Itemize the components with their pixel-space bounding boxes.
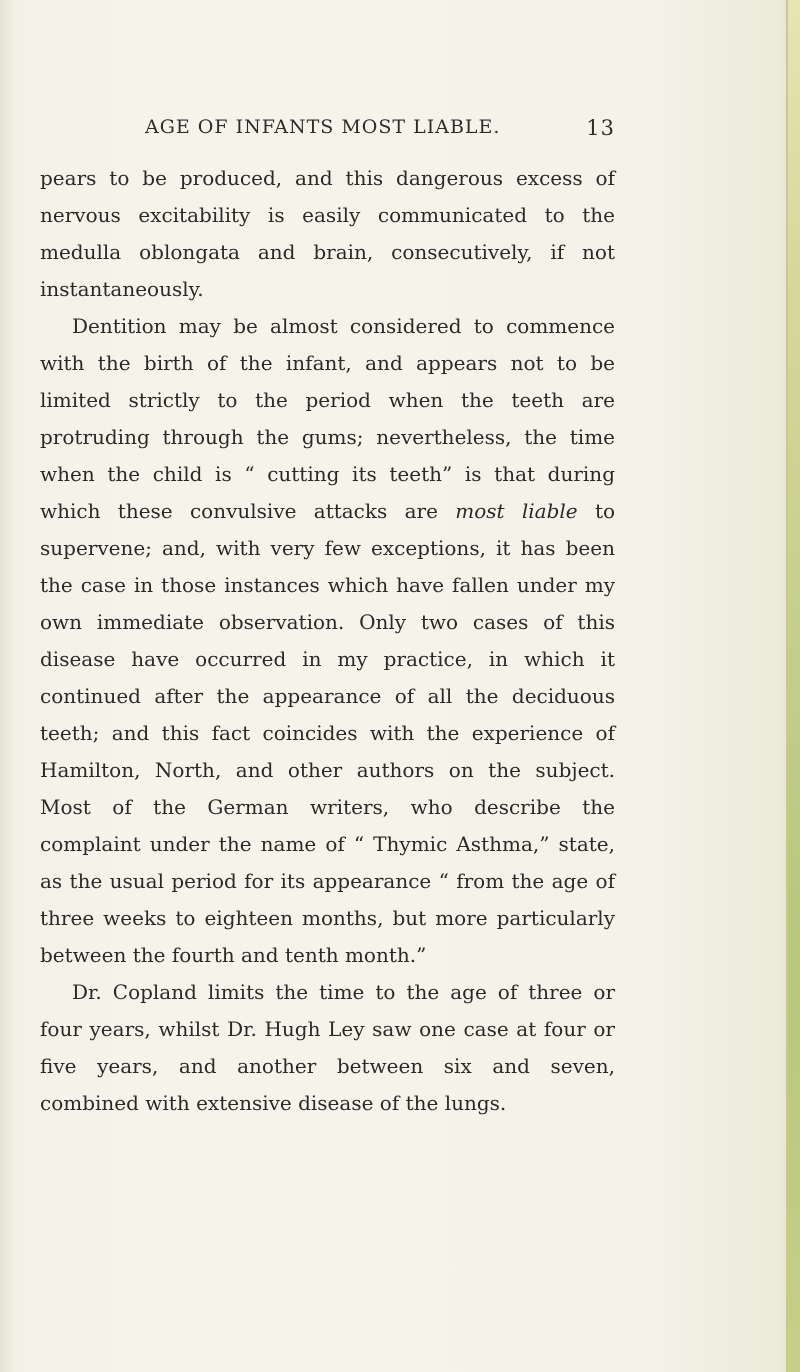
- emphasis-most-liable: most liable: [455, 499, 578, 523]
- paragraph-2: [40, 308, 615, 974]
- page-edge-stain: [788, 0, 800, 1372]
- paragraph-2-text-a: Dentition may be almost considered to commence with the birth of the infant, and appears not to be limited strictly to the period when the teeth are protruding through the gums; nevertheless, the time when the child is “ cutting its teeth” is that during which these convulsive attacks are: [40, 314, 615, 523]
- paragraph-1: pears to be produced, and this dangerous excess of nervous excitability is easily communicated to the medulla oblongata and brain, consecutively, if not instantaneously.: [40, 166, 615, 301]
- gutter-shadow: [0, 0, 18, 1372]
- paragraph-3: Dr. Copland limits the time to the age of three or four years, whilst Dr. Hugh Ley saw one case at four or five years, and another between six and seven, combined with extensive disease of the lungs.: [40, 980, 615, 1115]
- running-head: AGE OF INFANTS MOST LIABLE.: [145, 116, 501, 138]
- page-header: [145, 116, 615, 146]
- paragraph-2-text-b: to supervene; and, with very few exceptions, it has been the case in those instances which have fallen under my own immediate observation. Only two cases of this disease have occurred in my practice, in which it continued after the appearance of all the deciduous teeth; and this fact coincides with the experience of Hamilton, North, and other authors on the subject. Most of the German writers, who describe the complaint under the name of “ Thymic Asthma,” state, as the usual period for its appearance “ from the age of three weeks to eighteen months, but more particularly between the fourth and tenth month.”: [40, 499, 616, 967]
- page-number: 13: [586, 116, 615, 140]
- body-text: [40, 160, 615, 1122]
